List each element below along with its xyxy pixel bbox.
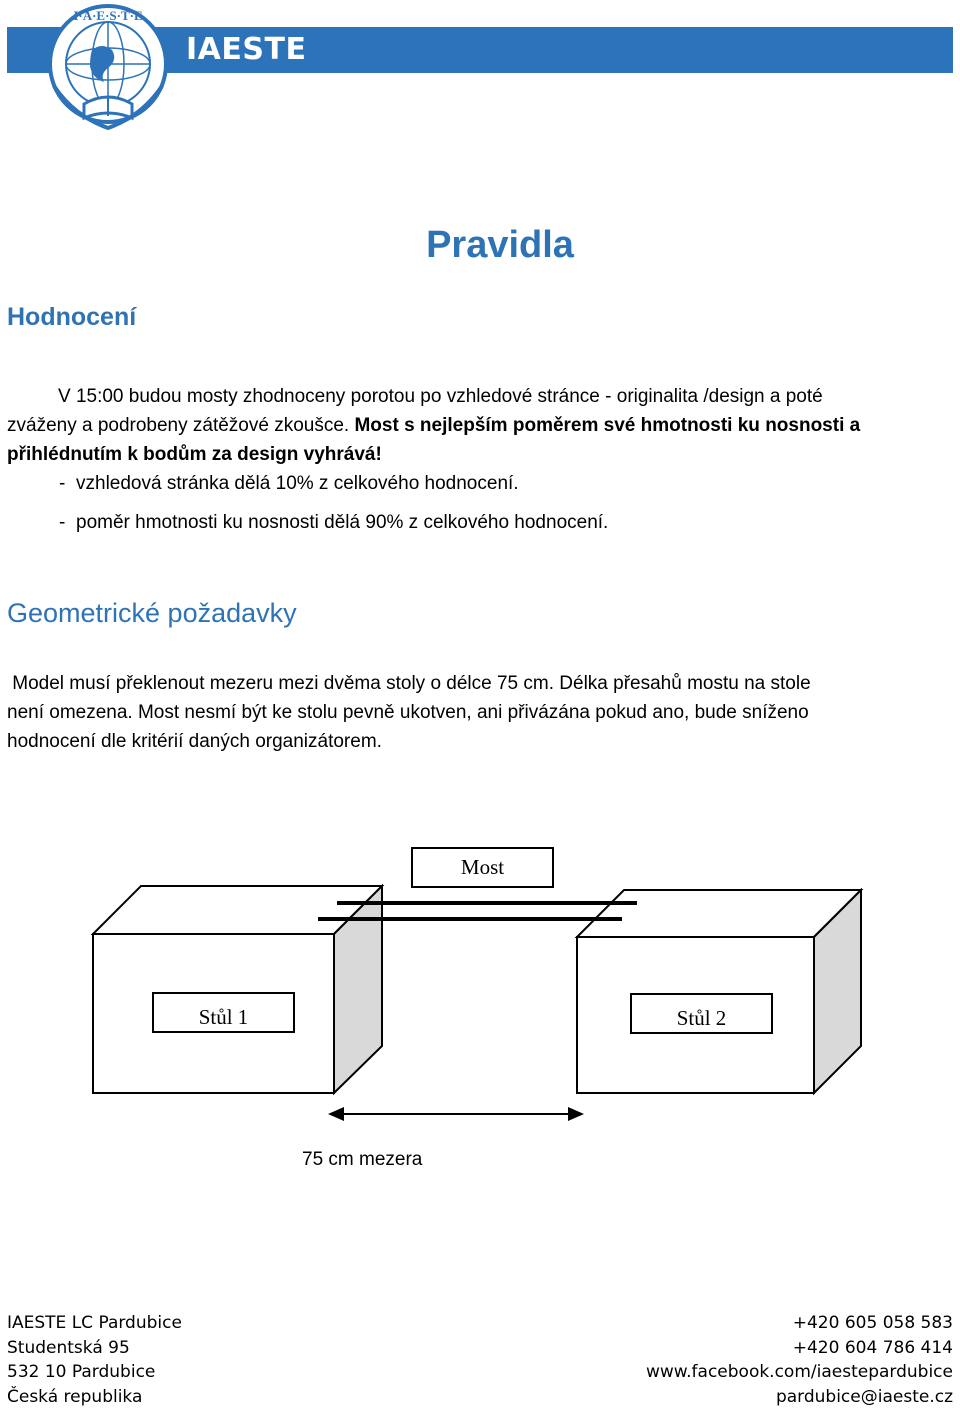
evaluation-bullet-2: [59, 508, 608, 537]
table-2-label: Stůl 2: [630, 993, 773, 1034]
iaeste-logo-icon: [44, 0, 172, 138]
geometry-paragraph: [7, 669, 953, 756]
geometry-line-3: hodnocení dle kritérií daných organizátorem.: [7, 731, 382, 752]
evaluation-line-3: [7, 440, 947, 469]
bullet-dash: -: [59, 473, 66, 494]
footer-street: Studentská 95: [7, 1337, 130, 1358]
footer-city: 532 10 Pardubice: [7, 1362, 156, 1382]
logo-letters: I·A·E·S·T·E: [73, 8, 143, 23]
table-1-label: Stůl 1: [152, 992, 295, 1033]
evaluation-line-2-normal: zváženy a podrobeny zátěžové zkoušce.: [7, 415, 355, 436]
page-title: Pravidla: [426, 224, 574, 266]
footer-org: IAESTE LC Pardubice: [7, 1313, 182, 1333]
footer-facebook-link[interactable]: www.facebook.com/iaestepardubice: [645, 1362, 953, 1382]
evaluation-line-2: [7, 411, 947, 440]
evaluation-line-2-bold: Most s nejlepším poměrem své hmotnosti ku nosnosti a: [354, 415, 861, 436]
evaluation-bullet-1: [59, 469, 519, 498]
bridge-label: Most: [411, 847, 554, 888]
geometry-line-2: není omezena. Most nesmí být ke stolu pevně ukotven, ani přivázána pokud ano, bude sníženo: [7, 702, 809, 723]
geometry-line-1: Model musí překlenout mezeru mezi dvěma stoly o délce 75 cm. Délka přesahů mostu na stole: [7, 673, 811, 694]
gap-arrow: [328, 1107, 584, 1121]
bullet-text: vzhledová stránka dělá 10% z celkového hodnocení.: [76, 473, 519, 494]
footer-phone-2: +420 604 786 414: [792, 1337, 953, 1358]
bullet-text: poměr hmotnosti ku nosnosti dělá 90% z celkového hodnocení.: [76, 512, 609, 533]
footer-country: Česká republika: [7, 1386, 143, 1407]
evaluation-line-1: V 15:00 budou mosty zhodnoceny porotou po vzhledové stránce - originalita /design a poté: [58, 386, 823, 407]
brand-name: IAESTE: [186, 32, 307, 67]
bullet-dash: -: [59, 512, 66, 533]
geometry-heading: Geometrické požadavky: [7, 598, 297, 628]
gap-label: 75 cm mezera: [302, 1149, 423, 1170]
evaluation-heading: Hodnocení: [7, 303, 137, 331]
evaluation-paragraph: [7, 382, 947, 469]
footer-contacts: [646, 1311, 953, 1409]
footer-address: [7, 1311, 182, 1409]
footer-phone-1: +420 605 058 583: [792, 1313, 953, 1333]
bridge-diagram: [0, 840, 960, 1180]
evaluation-line-3-bold: přihlédnutím k bodům za design vyhrává!: [7, 444, 382, 465]
footer-email-link[interactable]: pardubice@iaeste.cz: [775, 1386, 953, 1407]
